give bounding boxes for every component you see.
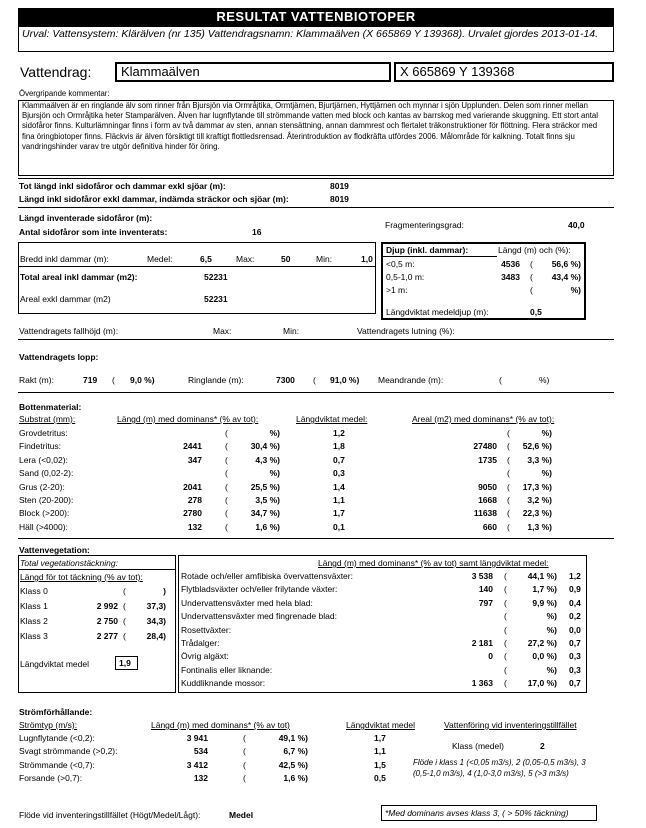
divider bbox=[18, 569, 176, 570]
selection-info: Urval: Vattensystem: Klärälven (nr 135) Vattendragsnamn: Klammaälven (X 665869 Y 139368). Urvalet gjordes 2013-01-14. bbox=[18, 26, 614, 52]
strom-col-vattenforing: Vattenföring vid inventeringstillfället bbox=[444, 720, 577, 730]
veg-row-label: Undervattensväxter med hela blad: bbox=[181, 597, 313, 608]
inventerade-label: Längd inventerade sidofåror (m): bbox=[19, 213, 153, 223]
strom-row-pct: 6,7 %) bbox=[283, 746, 308, 757]
strom-row-length: 3 412 bbox=[186, 759, 208, 770]
djup-row-pct: %) bbox=[570, 285, 581, 295]
medeldjup-label: Längdviktat medeldjup (m): bbox=[386, 307, 489, 317]
botten-col-medel: Längdviktat medel: bbox=[296, 414, 368, 424]
total-areal-label: Total areal inkl dammar (m2): bbox=[20, 272, 138, 282]
botten-row-label: Findetritus: bbox=[19, 441, 62, 452]
botten-row-medel: 0,7 bbox=[333, 454, 345, 465]
djup-col-label: Längd (m) och (%): bbox=[498, 245, 571, 255]
klass-row-length: 2 277 bbox=[96, 631, 118, 641]
botten-row-medel: 1,1 bbox=[333, 495, 345, 505]
total-length-value: 8019 bbox=[330, 181, 349, 191]
rakt-value: 719 bbox=[83, 375, 98, 385]
botten-col-substrat: Substrat (mm): bbox=[19, 414, 76, 424]
klass-row-label: Klass 0 bbox=[20, 586, 48, 596]
medeldjup-value: 0,5 bbox=[530, 307, 542, 317]
botten-row-areal: 27480 bbox=[473, 441, 497, 452]
veg-row-medel: 0,7 bbox=[569, 678, 581, 689]
veg-row-label: Kuddliknande mossor: bbox=[181, 678, 266, 689]
total-areal-value: 52231 bbox=[204, 272, 228, 282]
paren: ( bbox=[507, 454, 510, 465]
strom-row-pct: 49,1 %) bbox=[278, 733, 308, 743]
djup-row-label: <0,5 m: bbox=[386, 259, 415, 269]
veg-row-length: 797 bbox=[478, 597, 493, 608]
strom-row-length: 534 bbox=[193, 746, 208, 757]
fallhojd-max-label: Max: bbox=[213, 326, 232, 336]
paren: ( bbox=[225, 481, 228, 492]
veg-row-pct: 1,7 %) bbox=[532, 584, 557, 595]
botten-row-label: Grovdetritus: bbox=[19, 428, 68, 438]
divider bbox=[18, 266, 376, 267]
botten-row-pct: 25,5 %) bbox=[250, 481, 280, 492]
veg-row-pct: 44,1 %) bbox=[527, 571, 557, 581]
divider bbox=[18, 339, 614, 340]
botten-row-label: Grus (2-20): bbox=[19, 481, 65, 492]
veg-row-medel: 0,4 bbox=[569, 597, 581, 608]
botten-row-label: Lera (<0,02): bbox=[19, 454, 68, 465]
paren: ( bbox=[225, 441, 228, 452]
paren: ( bbox=[225, 428, 228, 438]
flode-klass-label: Klass (medel) bbox=[452, 741, 504, 751]
paren: ( bbox=[123, 601, 126, 611]
botten-row-pct: 34,7 %) bbox=[250, 508, 280, 519]
veg-medel-label: Längdviktat medel bbox=[20, 659, 89, 669]
djup-row-label: >1 m: bbox=[386, 285, 408, 295]
footer-note: *Med dominans avses klass 3, ( > 50% täckning) bbox=[385, 808, 569, 818]
paren: ( bbox=[507, 521, 510, 532]
tot-veg-label: Total vegetationstäckning: bbox=[20, 558, 118, 568]
flode-klass-value: 2 bbox=[540, 741, 545, 751]
botten-row-areal-pct: %) bbox=[541, 468, 552, 479]
botten-row-medel: 0,1 bbox=[333, 521, 345, 532]
strom-row-label: Forsande (>0,7): bbox=[19, 773, 83, 784]
strom-col-typ: Strömtyp (m/s): bbox=[19, 720, 78, 730]
veg-row-label: Flytbladsväxter och/eller frilytande växter: bbox=[181, 584, 338, 595]
veg-row-medel: 0,7 bbox=[569, 638, 581, 648]
kommentar-label: Övergripande kommentar: bbox=[19, 89, 110, 98]
veg-row-medel: 1,2 bbox=[569, 571, 581, 581]
botten-row-areal: 11638 bbox=[473, 508, 497, 519]
paren: ( bbox=[504, 678, 507, 689]
veg-row-medel: 0,9 bbox=[569, 584, 581, 595]
botten-row-medel: 1,7 bbox=[333, 508, 345, 519]
bredd-max-value: 50 bbox=[281, 254, 291, 264]
strom-row-medel: 0,5 bbox=[374, 773, 386, 784]
veg-row-pct: 17,0 %) bbox=[527, 678, 557, 689]
klass-row-label: Klass 3 bbox=[20, 631, 48, 641]
strom-row-pct: 42,5 %) bbox=[278, 759, 308, 770]
paren: ( bbox=[225, 521, 228, 532]
veg-medel-value: 1,9 bbox=[119, 658, 131, 668]
paren: ( bbox=[225, 468, 228, 479]
strom-col-medel: Längdviktat medel bbox=[346, 720, 415, 730]
divider bbox=[18, 178, 614, 179]
veg-row-medel: 0,2 bbox=[569, 611, 581, 622]
paren: ( bbox=[225, 454, 228, 465]
paren: ( bbox=[504, 571, 507, 581]
botten-row-areal-pct: 3,2 %) bbox=[527, 495, 552, 505]
botten-row-areal: 9050 bbox=[478, 481, 497, 492]
paren: ( bbox=[243, 733, 246, 743]
veg-row-pct: %) bbox=[546, 624, 557, 635]
botten-row-areal-pct: 22,3 %) bbox=[522, 508, 552, 519]
strom-row-label: Lugnflytande (<0,2): bbox=[19, 733, 95, 743]
veg-row-pct: 0,0 %) bbox=[532, 651, 557, 662]
strom-row-length: 132 bbox=[193, 773, 208, 784]
djup-row-pct: 43,4 %) bbox=[551, 272, 581, 282]
paren: ( bbox=[504, 638, 507, 648]
strom-heading: Strömförhållande: bbox=[19, 707, 93, 717]
fallhojd-label: Vattendragets fallhöjd (m): bbox=[19, 326, 119, 336]
strom-row-medel: 1,1 bbox=[374, 746, 386, 757]
veg-right-head: Längd (m) med dominans* (% av tot) samt längdviktat medel: bbox=[318, 558, 549, 568]
vattendrag-coords-field: X 665869 Y 139368 bbox=[394, 62, 614, 82]
klass-row-label: Klass 1 bbox=[20, 601, 48, 611]
botten-row-label: Block (>200): bbox=[19, 508, 70, 519]
botten-row-length: 2780 bbox=[183, 508, 202, 519]
bredd-medel-label: Medel: bbox=[147, 254, 173, 264]
veg-row-length: 0 bbox=[488, 651, 493, 662]
botten-row-pct: 3,5 %) bbox=[255, 495, 280, 505]
klass-row-label: Klass 2 bbox=[20, 616, 48, 626]
djup-row-length: 4536 bbox=[501, 259, 520, 269]
ringlande-pct: 91,0 %) bbox=[330, 375, 360, 385]
botten-row-medel: 1,4 bbox=[333, 481, 345, 492]
paren: ( bbox=[123, 616, 126, 626]
klass-row-length: 2 992 bbox=[96, 601, 118, 611]
paren: ( bbox=[243, 773, 246, 784]
paren: ( bbox=[123, 586, 126, 596]
paren: ( bbox=[123, 631, 126, 641]
divider bbox=[18, 538, 614, 539]
divider bbox=[18, 207, 614, 208]
strom-row-length: 3 941 bbox=[186, 733, 208, 743]
rakt-pct: 9,0 %) bbox=[130, 375, 155, 385]
botten-row-pct: 30,4 %) bbox=[250, 441, 280, 452]
antal-label: Antal sidofåror som inte inventerats: bbox=[19, 227, 168, 237]
divider bbox=[18, 392, 614, 393]
vattendrag-label: Vattendrag: bbox=[20, 64, 92, 80]
bredd-min-value: 1,0 bbox=[361, 254, 373, 264]
botten-row-length: 2441 bbox=[183, 441, 202, 452]
paren: ( bbox=[225, 495, 228, 505]
djup-label: Djup (inkl. dammar): bbox=[386, 245, 469, 255]
fallhojd-min-label: Min: bbox=[283, 326, 300, 336]
paren: ( bbox=[530, 272, 533, 282]
botten-row-areal: 1668 bbox=[478, 495, 497, 505]
paren: ( bbox=[243, 746, 246, 757]
paren: ( bbox=[504, 584, 507, 595]
botten-row-length: 278 bbox=[187, 495, 202, 505]
paren: ( bbox=[530, 259, 533, 269]
veg-row-pct: 27,2 %) bbox=[527, 638, 557, 648]
paren: ( bbox=[243, 759, 246, 770]
paren: ( bbox=[504, 611, 507, 622]
botten-row-length: 132 bbox=[187, 521, 202, 532]
botten-row-pct: 4,3 %) bbox=[255, 454, 280, 465]
rakt-label: Rakt (m): bbox=[19, 375, 54, 385]
veg-row-pct: %) bbox=[546, 664, 557, 675]
incl-length-value: 8019 bbox=[330, 194, 349, 204]
ringlande-label: Ringlande (m): bbox=[188, 375, 244, 385]
botten-row-length: 347 bbox=[187, 454, 202, 465]
botten-row-label: Sand (0,02-2): bbox=[19, 468, 74, 479]
botten-row-label: Sten (20-200): bbox=[19, 495, 74, 505]
paren: ( bbox=[507, 495, 510, 505]
veg-row-length: 140 bbox=[478, 584, 493, 595]
paren: ( bbox=[504, 664, 507, 675]
botten-row-medel: 1,8 bbox=[333, 441, 345, 452]
paren: ( bbox=[504, 597, 507, 608]
paren: ( bbox=[507, 428, 510, 438]
strom-row-label: Svagt strömmande (>0,2): bbox=[19, 746, 118, 757]
botten-row-label: Häll (>4000): bbox=[19, 521, 68, 532]
strom-row-medel: 1,5 bbox=[374, 759, 386, 770]
klass-row-length: 2 750 bbox=[96, 616, 118, 626]
botten-row-pct: %) bbox=[269, 468, 280, 479]
veg-row-medel: 0,0 bbox=[569, 624, 581, 635]
botten-row-areal-pct: 52,6 %) bbox=[522, 441, 552, 452]
djup-row-pct: 56,6 %) bbox=[551, 259, 581, 269]
incl-length-label: Längd inkl sidofåror exkl dammar, indämda sträckor och sjöar (m): bbox=[19, 194, 289, 204]
botten-row-length: 2041 bbox=[183, 481, 202, 492]
paren: ( bbox=[507, 508, 510, 519]
total-length-label: Tot längd inkl sidofåror och dammar exkl sjöar (m): bbox=[19, 181, 226, 191]
strom-row-label: Strömmande (<0,7): bbox=[19, 759, 95, 770]
veg-row-label: Rotade och/eller amfibiska övervattensväxter: bbox=[181, 571, 353, 581]
veg-row-pct: 9,9 %) bbox=[532, 597, 557, 608]
meandrande-label: Meandrande (m): bbox=[378, 375, 444, 385]
flode-label: Flöde vid inventeringstillfället (Högt/Medel/Lågt): bbox=[19, 810, 201, 820]
strom-col-langd: Längd (m) med dominans* (% av tot) bbox=[151, 720, 290, 730]
botten-row-areal: 660 bbox=[482, 521, 497, 532]
antal-value: 16 bbox=[252, 227, 262, 237]
paren: ( bbox=[504, 624, 507, 635]
veg-row-medel: 0,3 bbox=[569, 664, 581, 675]
botten-col-areal: Areal (m2) med dominans* (% av tot): bbox=[412, 414, 555, 424]
paren: ( bbox=[504, 651, 507, 662]
kommentar-text: Klammaälven är en ringlande älv som rinner från Bjursjön via Ormråjtika, Ormtjärnen, Bjurtjärnen, Hyttjärnen och mynnar i sjön Upplunden. Delen som rinner mellan Bjursjön och Ormråjtika heter Stamparälven. Älven har lugnflytande till strömmande vatten med block och kantas av barrskog med varierande skuggning. Ett stort antal sidofåror finns. Kulturlämningar finns i form av två dammar av sten, annan stensättning, annan dammrest och flertalet träkonstruktioner för flöttning. Flera sträckor med fina öringbiotoper finns. Fläckvis är älven försiktigt till kraftigt flottledsrensad. Återintroduktion av flodkräfta utfördes 2006. Målområde för kalkning. Totalt finns sju vandringshinder varav tre utgör definitiva hinder för öring. bbox=[18, 100, 614, 176]
veg-row-label: Undervattensväxter med fingrenade blad: bbox=[181, 611, 337, 622]
strom-row-pct: 1,6 %) bbox=[283, 773, 308, 784]
paren: ( bbox=[225, 508, 228, 519]
botten-heading: Bottenmaterial: bbox=[19, 402, 82, 412]
klass-row-pct: 34,3) bbox=[146, 616, 166, 626]
botten-row-pct: %) bbox=[269, 428, 280, 438]
botten-row-medel: 0,3 bbox=[333, 468, 345, 479]
klass-row-pct: 37,3) bbox=[146, 601, 166, 611]
botten-col-langd: Längd (m) med dominans* (% av tot): bbox=[117, 414, 259, 424]
paren: ( bbox=[507, 481, 510, 492]
veg-row-label: Fontinalis eller liknande: bbox=[181, 664, 273, 675]
paren: ( bbox=[530, 285, 533, 295]
lutning-label: Vattendragets lutning (%): bbox=[357, 326, 455, 336]
fragmentering-value: 40,0 bbox=[568, 220, 585, 230]
meandrande-pct: %) bbox=[539, 375, 550, 385]
bredd-medel-value: 6,5 bbox=[200, 254, 212, 264]
strom-row-medel: 1,7 bbox=[374, 733, 386, 743]
areal-exkl-label: Areal exkl dammar (m2) bbox=[20, 294, 111, 304]
klass-col-label: Längd för tot täckning (% av tot): bbox=[20, 572, 143, 582]
veg-heading: Vattenvegetation: bbox=[19, 545, 90, 555]
veg-row-length: 1 363 bbox=[471, 678, 493, 689]
botten-row-pct: 1,6 %) bbox=[255, 521, 280, 532]
veg-row-length: 2 181 bbox=[471, 638, 493, 648]
flode-note: Flöde i klass 1 (<0,05 m3/s), 2 (0,05-0,5 m3/s), 3 (0,5-1,0 m3/s), 4 (1,0-3,0 m3/s), 5 (>3 m3/s) bbox=[413, 758, 586, 778]
botten-row-areal: 1735 bbox=[478, 454, 497, 465]
djup-row-length: 3483 bbox=[501, 272, 520, 282]
botten-row-medel: 1,2 bbox=[333, 428, 345, 438]
fragmentering-label: Fragmenteringsgrad: bbox=[385, 220, 464, 230]
paren: ( bbox=[507, 468, 510, 479]
veg-row-medel: 0,3 bbox=[569, 651, 581, 662]
areal-exkl-value: 52231 bbox=[204, 294, 228, 304]
djup-row-label: 0,5-1,0 m: bbox=[386, 272, 425, 282]
veg-row-label: Trådalger: bbox=[181, 638, 220, 648]
botten-row-areal-pct: 3,3 %) bbox=[527, 454, 552, 465]
botten-row-areal-pct: %) bbox=[541, 428, 552, 438]
veg-row-label: Övrig algäxt: bbox=[181, 651, 229, 662]
vattendrag-name-field: Klammaälven bbox=[115, 62, 391, 82]
klass-row-pct: 28,4) bbox=[146, 631, 166, 641]
divider bbox=[383, 256, 497, 257]
paren: ( bbox=[507, 441, 510, 452]
bredd-max-label: Max: bbox=[236, 254, 255, 264]
botten-row-areal-pct: 17,3 %) bbox=[522, 481, 552, 492]
veg-row-label: Rosettväxter: bbox=[181, 624, 232, 635]
flode-value: Medel bbox=[229, 810, 254, 820]
botten-row-areal-pct: 1,3 %) bbox=[527, 521, 552, 532]
ringlande-value: 7300 bbox=[276, 375, 295, 385]
bredd-label: Bredd inkl dammar (m): bbox=[20, 254, 109, 264]
veg-row-pct: %) bbox=[546, 611, 557, 622]
klass-row-pct: ) bbox=[163, 586, 166, 596]
page-title: RESULTAT VATTENBIOTOPER bbox=[18, 8, 614, 26]
lopp-heading: Vattendragets lopp: bbox=[19, 352, 99, 362]
bredd-min-label: Min: bbox=[316, 254, 333, 264]
veg-row-length: 3 538 bbox=[471, 571, 493, 581]
